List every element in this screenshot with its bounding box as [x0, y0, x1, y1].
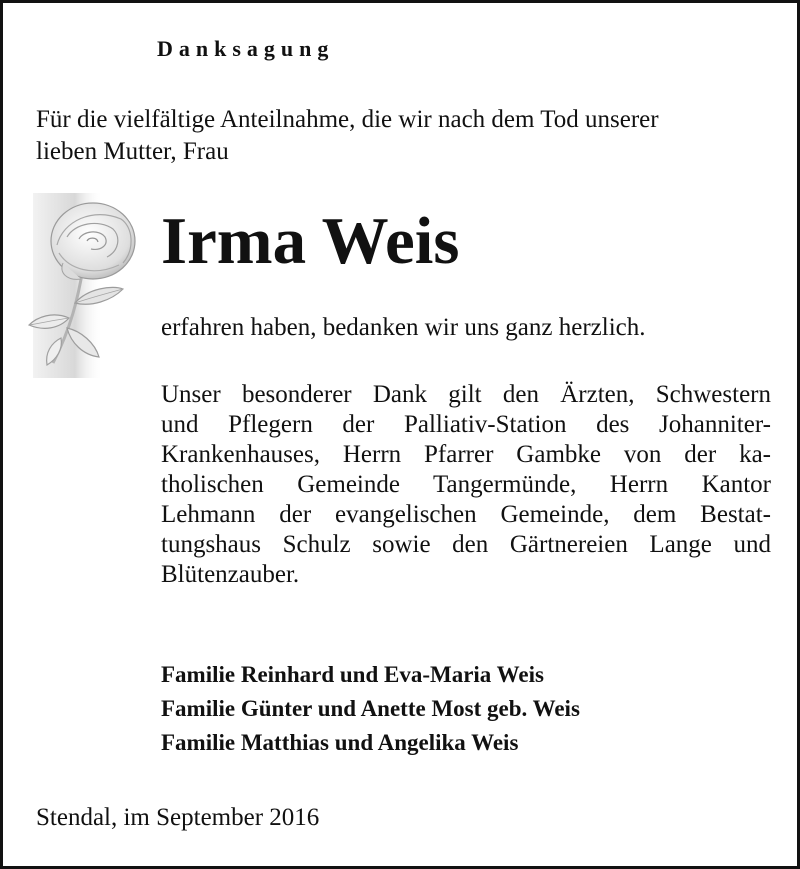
- rose-image: [23, 193, 148, 378]
- notice-heading: Danksagung: [157, 36, 335, 61]
- deceased-name: Irma Weis: [161, 204, 460, 278]
- family-signatures: [161, 658, 580, 760]
- paragraph-line: Lehmann der evangelischen Gemeinde, dem Bestat-: [161, 501, 771, 528]
- paragraph-line: tholischen Gemeinde Tangermünde, Herrn Kantor: [161, 471, 771, 498]
- place-date: Stendal, im September 2016: [36, 804, 320, 831]
- family-name: Familie Matthias und Angelika Weis: [161, 730, 519, 755]
- paragraph-line: und Pflegern der Palliativ-Station des Johanniter-: [161, 411, 771, 438]
- paragraph-line: Blütenzauber.: [161, 561, 300, 588]
- special-thanks-paragraph: [161, 380, 771, 590]
- paragraph-line: Unser besonderer Dank gilt den Ärzten, Schwestern: [161, 381, 771, 408]
- intro-line: Für die vielfältige Anteilnahme, die wir nach dem Tod unserer: [36, 106, 659, 133]
- intro-line: lieben Mutter, Frau: [36, 138, 229, 165]
- family-name: Familie Günter und Anette Most geb. Weis: [161, 696, 580, 721]
- paragraph-line: Krankenhauses, Herrn Pfarrer Gambke von der ka-: [161, 441, 771, 468]
- intro-text: [36, 104, 776, 168]
- paragraph-line: tungshaus Schulz sowie den Gärtnereien Lange und: [161, 531, 771, 558]
- thanks-line: erfahren haben, bedanken wir uns ganz herzlich.: [161, 314, 646, 341]
- family-name: Familie Reinhard und Eva-Maria Weis: [161, 662, 544, 687]
